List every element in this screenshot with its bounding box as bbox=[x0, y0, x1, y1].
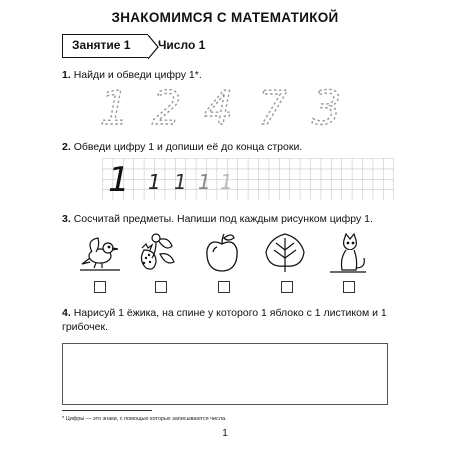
handwriting-grid[interactable] bbox=[102, 158, 394, 200]
trace-digit: 1 bbox=[220, 170, 233, 194]
dotted-digit[interactable]: 2 bbox=[152, 81, 182, 130]
task-text: Найди и обведи цифру 1*. bbox=[73, 69, 202, 81]
dotted-digit[interactable]: 3 bbox=[312, 81, 342, 130]
footnote-rule bbox=[62, 410, 152, 411]
page-title: ЗНАКОМИМСЯ С МАТЕМАТИКОЙ bbox=[111, 10, 339, 25]
trace-digit: 1 bbox=[174, 170, 187, 194]
page-number: 1 bbox=[222, 428, 228, 439]
answer-checkbox[interactable] bbox=[155, 281, 167, 293]
trace-digit: 1 bbox=[108, 160, 130, 200]
cat-icon bbox=[326, 232, 370, 276]
task-4 bbox=[62, 306, 392, 334]
dotted-digit[interactable]: 4 bbox=[204, 81, 234, 130]
apple-icon bbox=[202, 232, 242, 274]
trace-digit: 1 bbox=[198, 170, 211, 194]
task-number: 2. bbox=[62, 141, 71, 153]
answer-checkbox[interactable] bbox=[281, 281, 293, 293]
footnote: * Цифры — это знаки, с помощью которых записываются числа. bbox=[62, 416, 227, 422]
task-text: Обведи цифру 1 и допиши её до конца строки. bbox=[73, 141, 303, 153]
lesson-topic: Число 1 bbox=[158, 38, 206, 52]
dotted-digits-row bbox=[90, 80, 370, 130]
task-number: 1. bbox=[62, 69, 71, 81]
task-3 bbox=[62, 213, 373, 225]
task-2 bbox=[62, 141, 302, 153]
dotted-digit[interactable]: 7 bbox=[258, 81, 288, 130]
answer-checkbox[interactable] bbox=[343, 281, 355, 293]
task-text: Нарисуй 1 ёжика, на спине у которого 1 яблоко с 1 листиком и 1 грибочек. bbox=[62, 307, 387, 333]
task-number: 3. bbox=[62, 213, 71, 225]
leaf-icon bbox=[260, 230, 310, 276]
answer-checkbox[interactable] bbox=[94, 281, 106, 293]
task-number: 4. bbox=[62, 307, 71, 319]
strawberry-icon bbox=[134, 230, 178, 274]
task-text: Сосчитай предметы. Напиши под каждым рисунком цифру 1. bbox=[73, 213, 373, 225]
trace-digit: 1 bbox=[148, 170, 161, 194]
answer-checkbox[interactable] bbox=[218, 281, 230, 293]
bird-icon bbox=[78, 230, 122, 274]
dotted-digit[interactable]: 1 bbox=[100, 81, 130, 130]
drawing-area[interactable] bbox=[62, 343, 388, 405]
lesson-label: Занятие 1 bbox=[72, 38, 131, 52]
